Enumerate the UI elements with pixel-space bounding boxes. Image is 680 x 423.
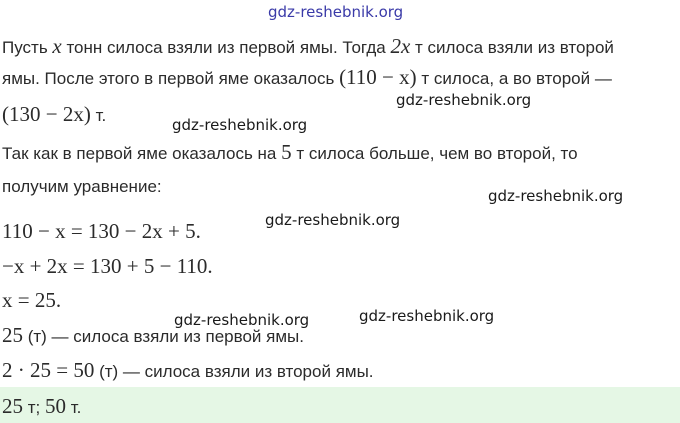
math-2x: 2x	[390, 34, 411, 58]
solution-line-10: 2 · 25 = 50 (т) — силоса взяли из второй ямы.	[2, 358, 374, 382]
solution-line-9: 25 (т) — силоса взяли из первой ямы.	[2, 323, 304, 347]
solution-line-2: ямы. После этого в первой яме оказалось (110 − x) т силоса, а во второй —	[2, 65, 612, 89]
answer-highlight	[0, 387, 680, 423]
watermark: gdz-reshebnik.org	[359, 307, 495, 325]
math-2-times-25: 2 · 25 = 50	[2, 358, 95, 382]
watermark: gdz-reshebnik.org	[174, 311, 310, 329]
math-110-minus-x: (110 − x)	[339, 65, 417, 89]
math-x: x	[52, 34, 62, 58]
solution-line-5: получим уравнение:	[2, 177, 162, 196]
solution-line-4: Так как в первой яме оказалось на 5 т силоса больше, чем во второй, то	[2, 140, 578, 164]
answer-line: 25 т; 50 т.	[2, 394, 82, 418]
solution-line-1: Пусть x тонн силоса взяли из первой ямы. Тогда 2x т силоса взяли из второй	[2, 34, 614, 58]
solution-line-3: (130 − 2x) т.	[2, 102, 107, 126]
equation-1: 110 − x = 130 − 2x + 5.	[2, 219, 201, 243]
math-130-minus-2x: (130 − 2x)	[2, 102, 91, 126]
math-5: 5	[281, 140, 292, 164]
watermark: gdz-reshebnik.org	[396, 91, 532, 109]
watermark: gdz-reshebnik.org	[172, 116, 308, 134]
math-answer-50: 50	[44, 394, 66, 418]
watermark: gdz-reshebnik.org	[265, 211, 401, 229]
watermark: gdz-reshebnik.org	[488, 187, 624, 205]
equation-3: x = 25.	[2, 288, 62, 312]
watermark-top: gdz-reshebnik.org	[268, 3, 404, 21]
math-answer-25: 25	[2, 394, 23, 418]
math-25: 25	[2, 323, 23, 347]
equation-2: −x + 2x = 130 + 5 − 110.	[2, 254, 213, 278]
